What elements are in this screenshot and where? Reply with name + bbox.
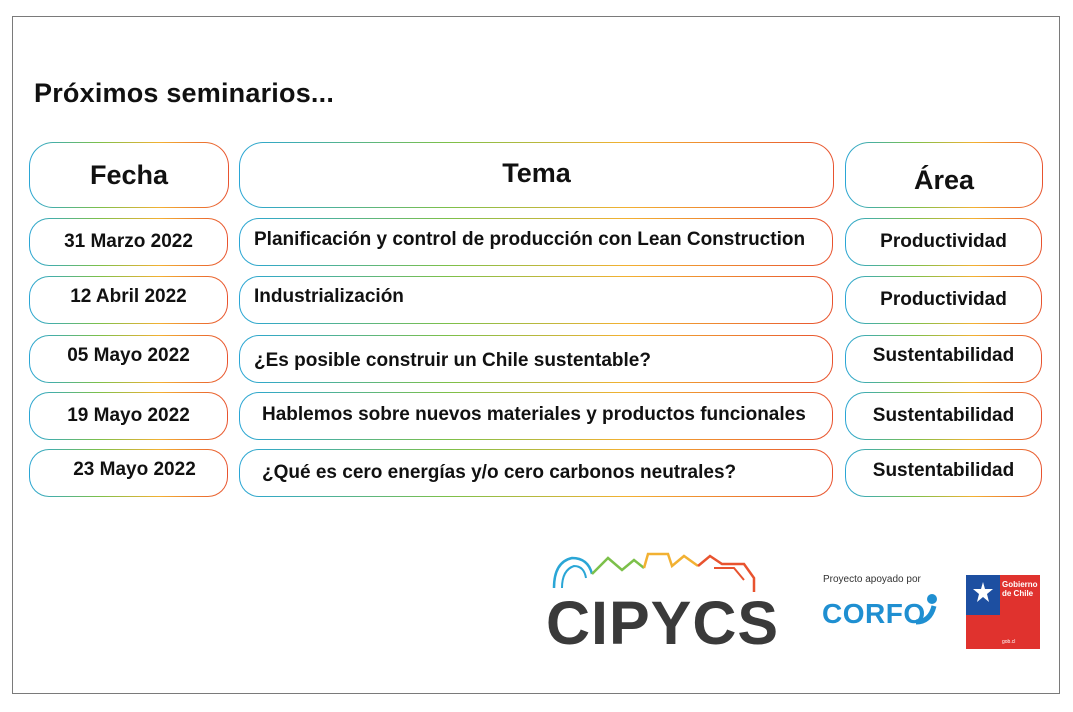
chile-coat-of-arms-icon: [971, 581, 995, 607]
gob-url: gob.cl: [1002, 639, 1016, 645]
corfo-figure-icon: [912, 592, 940, 628]
gobierno-de-chile-logo: [966, 575, 1040, 649]
table-row-area: [845, 218, 1042, 266]
header-date-label: Fecha: [89, 159, 169, 190]
row-topic: Industrialización: [254, 286, 404, 307]
table-row-date: [29, 335, 228, 383]
page-title: Próximos seminarios...: [34, 78, 335, 108]
table-row-date: [29, 276, 228, 324]
gob-title: [1002, 580, 1038, 598]
row-date: 05 Mayo 2022: [67, 345, 190, 366]
header-area-label: Área: [913, 164, 975, 195]
supported-by-label: Proyecto apoyado por: [823, 574, 921, 585]
row-date: 23 Mayo 2022: [73, 459, 196, 480]
table-row-area: [845, 276, 1042, 324]
row-date: 19 Mayo 2022: [67, 405, 190, 426]
row-topic: ¿Qué es cero energías y/o cero carbonos neutrales?: [262, 462, 737, 483]
table-row-date: [29, 218, 228, 266]
row-date: 12 Abril 2022: [70, 286, 187, 307]
table-row-area: [845, 335, 1042, 383]
row-date: 31 Marzo 2022: [64, 231, 193, 252]
row-area: Sustentabilidad: [872, 405, 1015, 426]
header-area: [845, 142, 1043, 208]
table-row-topic: [239, 449, 833, 497]
corfo-logo-text: CORFO: [822, 598, 926, 629]
row-topic: Planificación y control de producción con Lean Construction: [254, 229, 806, 250]
gob-line1: Gobierno: [1002, 580, 1038, 589]
header-topic: [239, 142, 834, 208]
table-row-date: [29, 392, 228, 440]
row-topic: ¿Es posible construir un Chile sustentable?: [254, 349, 651, 371]
header-date: [29, 142, 229, 208]
table-row-topic: [239, 392, 833, 440]
table-row-topic: [239, 276, 833, 324]
table-row-area: [845, 449, 1042, 497]
gob-line2: de Chile: [1002, 589, 1034, 598]
row-area: Sustentabilidad: [872, 460, 1015, 481]
row-area: Productividad: [880, 289, 1007, 310]
row-topic: Hablemos sobre nuevos materiales y productos funcionales: [262, 404, 806, 425]
table-row-area: [845, 392, 1042, 440]
table-row-topic: [239, 218, 833, 266]
row-area: Productividad: [880, 231, 1007, 252]
row-area: Sustentabilidad: [872, 345, 1015, 366]
table-row-date: [29, 449, 228, 497]
table-row-topic: [239, 335, 833, 383]
cipycs-logo-text: CIPYCS: [546, 589, 780, 657]
header-topic-label: Tema: [502, 157, 571, 188]
